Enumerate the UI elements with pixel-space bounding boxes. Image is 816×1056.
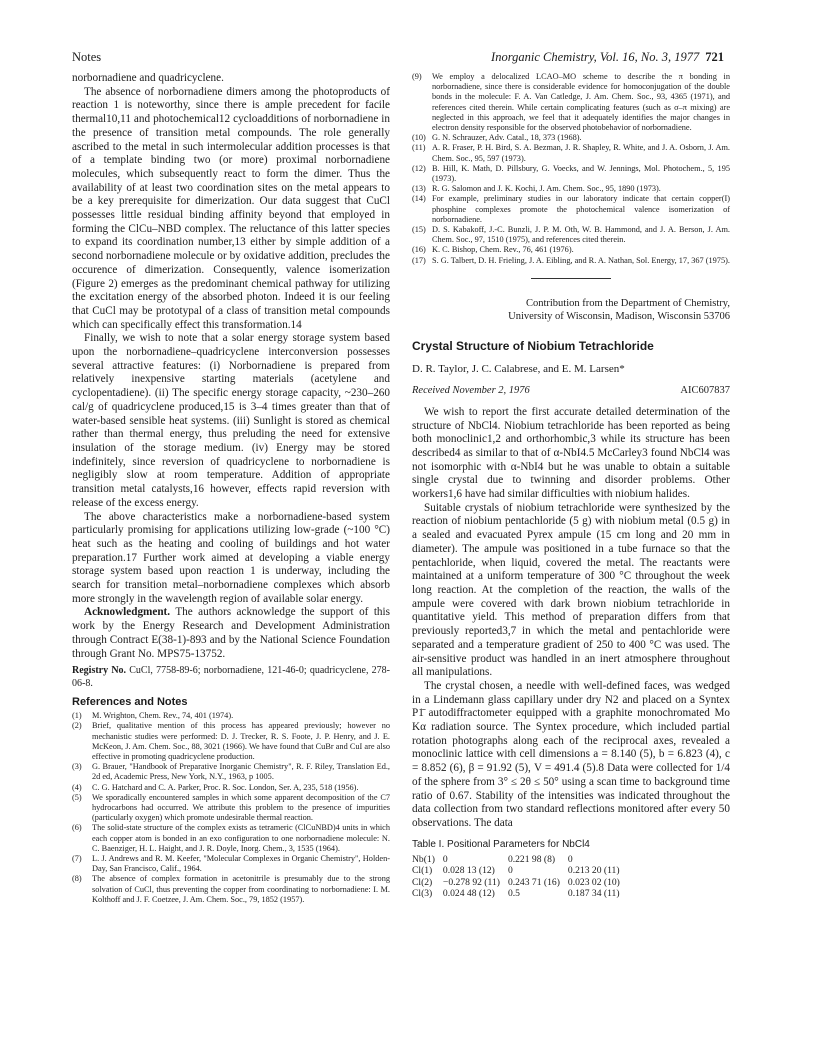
table-row: [412, 865, 628, 877]
reference-text: For example, preliminary studies in our laboratory indicate that certain copper(I) phosphine complexes promote the photochemical valence isomerization of norbornadiene.: [432, 194, 730, 224]
table-cell-value: −0.278 92 (11): [442, 876, 500, 888]
table-cell-atom: Nb(1): [412, 853, 435, 865]
reference-text: G. N. Schrauzer, Adv. Catal., 18, 373 (1968).: [432, 133, 582, 143]
article-code: AIC607837: [680, 384, 730, 396]
reference-item: [72, 711, 390, 721]
table-cell-value: 0.213 20 (11): [567, 865, 620, 877]
received-line: [412, 385, 730, 396]
reference-item: [412, 184, 730, 194]
references-list: [72, 711, 390, 905]
reference-number: (7): [72, 854, 82, 864]
ack-text: The authors acknowledge the support of this work by the Energy Research and Development Administration through Contract E(38-1)-893 and by the National Science Foundation through Grant No. MPS75-13752.: [72, 606, 390, 660]
table-cell-atom: Cl(3): [412, 888, 433, 900]
reference-text: D. S. Kabakoff, J.-C. Bunzli, J. P. M. Oth, W. B. Hammond, and J. A. Berson, J. Am. Chem. Soc., 97, 1510 (1975), and references cited therein.: [432, 225, 730, 245]
reference-number: (17): [412, 255, 426, 265]
reference-item: [412, 143, 730, 163]
reference-number: (9): [412, 72, 422, 81]
paragraph: The above characteristics make a norbornadiene-based system particularly promising for applications utilizing low-grade (~100 °C) heat such as the heating and cooling of buildings and hot water preparation.17 Further work aimed at developing a viable energy storage system based upon reaction 1 is underway, including the search for transition metal–norbornadiene complexes which absorb more strongly in the wavelength region of available solar energy.: [72, 510, 390, 605]
reference-text: R. G. Salomon and J. K. Kochi, J. Am. Chem. Soc., 95, 1890 (1973).: [432, 184, 661, 194]
reference-text: M. Wrighton, Chem. Rev., 74, 401 (1974).: [92, 711, 234, 721]
reference-item: [72, 874, 390, 905]
reference-item: [412, 256, 730, 266]
table-cell-value: 0.024 48 (12): [442, 888, 495, 900]
reference-item: [72, 823, 390, 854]
paragraph: norbornadiene and quadricyclene.: [72, 72, 224, 84]
reference-number: (15): [412, 225, 426, 235]
reference-text: L. J. Andrews and R. M. Keefer, "Molecular Complexes in Organic Chemistry", Holden-Day, San Francisco, Calif., 1964.: [92, 854, 390, 874]
reference-text: Brief, qualitative mention of this process has appeared previously; however no mechanistic studies were performed: D. J. Trecker, R. S. Foote, J. P. Henry, and J. E. McKeon, J. Am. Chem. Soc., 88, 3021 (1966). We have found that CuBr and CuI are also effective in promoting quadricyclene production.: [92, 721, 390, 762]
article-title: Crystal Structure of Niobium Tetrachloride: [412, 338, 654, 353]
table-cell-value: 0.187 34 (11): [567, 888, 620, 900]
reference-number: (4): [72, 782, 82, 792]
positional-parameters-table: [412, 854, 628, 900]
header-journal: [491, 50, 724, 65]
reference-number: (8): [72, 874, 82, 884]
reference-number: (10): [412, 133, 426, 143]
reference-item: [412, 225, 730, 245]
reference-number: (13): [412, 184, 426, 194]
journal-citation: Inorganic Chemistry, Vol. 16, No. 3, 1977: [491, 50, 700, 64]
reference-item: [72, 762, 390, 782]
paragraph: The absence of norbornadiene dimers among the photoproducts of reaction 1 is noteworthy, since there is ample precedent for facile thermal10,11 and photochemical12 cycloadditions of norbornadiene in the presence of transition metal compounds. The role generally ascribed to the metal in such intermolecular addition processes is that of a template binding two (or more) proximal norbornadiene molecules, which subsequently react to form the dimer. Thus the availability of at least two coordination sites on the metal appears to be a key prerequisite for dimerization. Our data suggest that CuCl possesses little residual binding affinity beyond that employed in forming the ClCu–NBD complex. The reluctance of this latter species to expand its coordination number,13 either by simple addition of a second norbornadiene molecule or by oxidative addition, precludes the occurence of dimerization. Consequently, valence isomerization (Figure 2) emerges as the predominant chemical pathway for utilizing the excitation energy of the absorbed photon. Indeed it is our feeling that CuCl may be prototypal of a class of transition metal compounds which can specifically effect this transformation.14: [72, 85, 390, 331]
table-row: [412, 888, 628, 900]
reference-item: [412, 164, 730, 184]
table-cell-value: 0.023 02 (10): [567, 876, 620, 888]
header-section: Notes: [72, 50, 102, 64]
section-divider: [531, 278, 611, 279]
contribution-dept: Contribution from the Department of Chemistry,: [525, 297, 730, 309]
left-column: [72, 72, 390, 905]
article-authors: D. R. Taylor, J. C. Calabrese, and E. M. Larsen*: [412, 362, 625, 375]
reference-number: (1): [72, 711, 82, 721]
references-heading: References and Notes: [72, 696, 188, 709]
table-cell-value: 0.028 13 (12): [442, 865, 495, 877]
reference-number: (12): [412, 163, 426, 173]
table-cell-value: 0.221 98 (8): [507, 853, 556, 865]
reference-text: The absence of complex formation in acetonitrile is presumably due to the strong solvation of CuCl, thus preventing the copper from coordinating to norbornadiene: I. M. Kolthoff and J. F. Coetzee, J. Am. Chem. Soc., 79, 1852 (1957).: [92, 874, 390, 904]
table-row: [412, 877, 628, 889]
reference-item: [72, 793, 390, 824]
reference-text: The solid-state structure of the complex exists as tetrameric (ClCuNBD)4 units in which each copper atom is bonded in an exo configuration to one norbornadiene molecule: N. C. Baenziger, H. L. Haight, and J. R. Doyle, Inorg. Chem., 3, 1535 (1964).: [92, 823, 390, 853]
registry-heading: Registry No.: [72, 665, 127, 677]
reference-number: (2): [72, 721, 82, 731]
reference-number: (14): [412, 194, 426, 204]
registry-text: CuCl, 7758-89-6; norbornadiene, 121-46-0; quadricyclene, 278-06-8.: [72, 665, 390, 689]
reference-item: [72, 854, 390, 874]
table-row: [412, 854, 628, 866]
table-cell-value: 0: [442, 853, 448, 865]
references-list-continued: [412, 72, 730, 266]
table-cell-atom: Cl(2): [412, 876, 433, 888]
paragraph: We wish to report the first accurate detailed determination of the structure of NbCl4. Niobium tetrachloride has been reported as being both monoclinic1,2 and orthorhombic,3 while its structure has been described4 as similar to that of α-NbI4.5 McCarley3 found NbCl4 was not isomorphic with α-NbI4 but he was unable to obtain a suitable single crystal due to twinning and disorder problems. Other workers1,6 have had similar difficulties with niobium halides.: [412, 405, 730, 501]
reference-text: We sporadically encountered samples in which some apparent decomposition of the C7 hydrocarbons had occurred. We attribute this problem to the presence of impurities (particularly oxygen) which promote undesirable thermal reaction.: [92, 792, 390, 823]
reference-number: (5): [72, 792, 82, 802]
reference-text: G. Brauer, "Handbook of Preparative Inorganic Chemistry", R. F. Riley, Translation Ed., 2d ed, Academic Press, New York, N.Y., 1963, p 1005.: [92, 762, 390, 782]
table-cell-value: 0: [507, 865, 513, 877]
reference-text: S. G. Talbert, D. H. Frieling, J. A. Eibling, and R. A. Nathan, Sol. Energy, 17, 367 (1975).: [432, 255, 730, 265]
reference-item: [72, 783, 390, 793]
right-column: [412, 72, 730, 900]
paragraph: Suitable crystals of niobium tetrachloride were synthesized by the reaction of niobium pentachloride (5 g) with niobium metal (0.5 g) in a sealed and evacuated Pyrex ampule (15 cm long and 20 mm in diameter). The ampule was positioned in a tube furnace so that the pentachloride, when liquid, covered the metal. The reactants were maintained at a uniform temperature of 300 °C throughout the week long reaction. At the completion of the reaction, the walls of the ampule were covered with dark brown niobium tetrachloride in quantitative yield. This method of preparation differs from that previously reported3,7 in which the metal and pentachloride were separated and a temperature gradient of 250 to 400 °C was used. The air-sensitive product was handled in an inert atmosphere throughout all manipulations.: [412, 501, 730, 679]
registry-numbers: [72, 665, 390, 690]
paragraph: The crystal chosen, a needle with well-defined faces, was wedged in a Lindemann glass capillary under dry N2 and placed on a Syntex P1̄ autodiffractometer equipped with a graphite monochromated Mo Kα radiation source. The Syntex procedure, which included partial rotation photographs along each of the reciprocal axes, revealed a monoclinic lattice with cell dimensions a = 8.140 (5), b = 6.823 (4), c = 8.852 (6), β = 91.92 (5), V = 491.4 (5).8 Data were collected for 1/4 of the sphere from 3° ≤ 2θ ≤ 50° using a scan time to background time ratio of 0.67. Stability of the intensities was indicated throughout the data collection from two standard reflections monitored after every 50 observations. The data: [412, 679, 730, 829]
table-cell-value: 0: [567, 853, 573, 865]
reference-text: B. Hill, K. Math, D. Pillsbury, G. Voecks, and W. Jennings, Mol. Photochem., 5, 195 (1973).: [432, 163, 730, 184]
reference-number: (11): [412, 143, 426, 153]
reference-item: [412, 72, 730, 133]
table-title: Table I. Positional Parameters for NbCl4: [412, 838, 590, 850]
table-cell-value: 0.243 71 (16): [507, 876, 560, 888]
reference-item: [72, 721, 390, 762]
paragraph: Finally, we wish to note that a solar energy storage system based upon the norbornadiene–quadricyclene interconversion possesses several attractive features: (i) Norbornadiene is prepared from relatively inexpensive starting materials (acetylene and cyclopentadiene). (ii) The specific energy storage capacity, ~230–260 cal/g of quadricyclene produced,15 is 3–4 times greater than that of water-based sensible heat systems. (iii) Sunlight is stored as chemical rather than thermal energy, thus preluding the need for extensive insulation of the storage medium. (iv) Energy may be stored indefinitely, since reversion of quadricyclene to norbornadiene is negligibly slow at room temperature. Addition of appropriate transition metal catalysts,16 however, effects rapid reversion with release of the excess energy.: [72, 332, 390, 509]
reference-number: (3): [72, 762, 82, 772]
table-cell-value: 0.5: [507, 888, 520, 900]
reference-number: (6): [72, 823, 82, 833]
ack-heading: Acknowledgment.: [84, 606, 171, 619]
reference-text: We employ a delocalized LCAO–MO scheme to describe the π bonding in norbornadiene, since there is considerable evidence for homoconjugation of the double bonds in the molecule: F. A. Van Catledge, J. Am. Chem. Soc., 93, 4365 (1971), and references cited therein. While certain complicating features (such as σ–π mixing) are neglected in this approach, we feel that it adequately identifies the major changes in electron density responsible for the observed photobehavior of norbornadiene.: [432, 72, 730, 133]
reference-item: [412, 194, 730, 225]
reference-text: A. R. Fraser, P. H. Bird, S. A. Bezman, J. R. Shapley, R. White, and J. A. Osborn, J. Am. Chem. Soc., 95, 597 (1973).: [432, 143, 730, 163]
reference-item: [412, 133, 730, 143]
table-cell-atom: Cl(1): [412, 865, 433, 877]
reference-text: K. C. Bishop, Chem. Rev., 76, 461 (1976).: [432, 245, 574, 255]
acknowledgment: [72, 606, 390, 661]
reference-text: C. G. Hatchard and C. A. Parker, Proc. R. Soc. London, Ser. A, 235, 518 (1956).: [92, 782, 359, 792]
reference-item: [412, 245, 730, 255]
reference-number: (16): [412, 245, 426, 255]
page-number: 721: [705, 50, 724, 64]
received-date: Received November 2, 1976: [412, 384, 530, 396]
contribution-line: [412, 297, 730, 323]
contribution-univ: University of Wisconsin, Madison, Wisconsin 53706: [508, 310, 730, 322]
